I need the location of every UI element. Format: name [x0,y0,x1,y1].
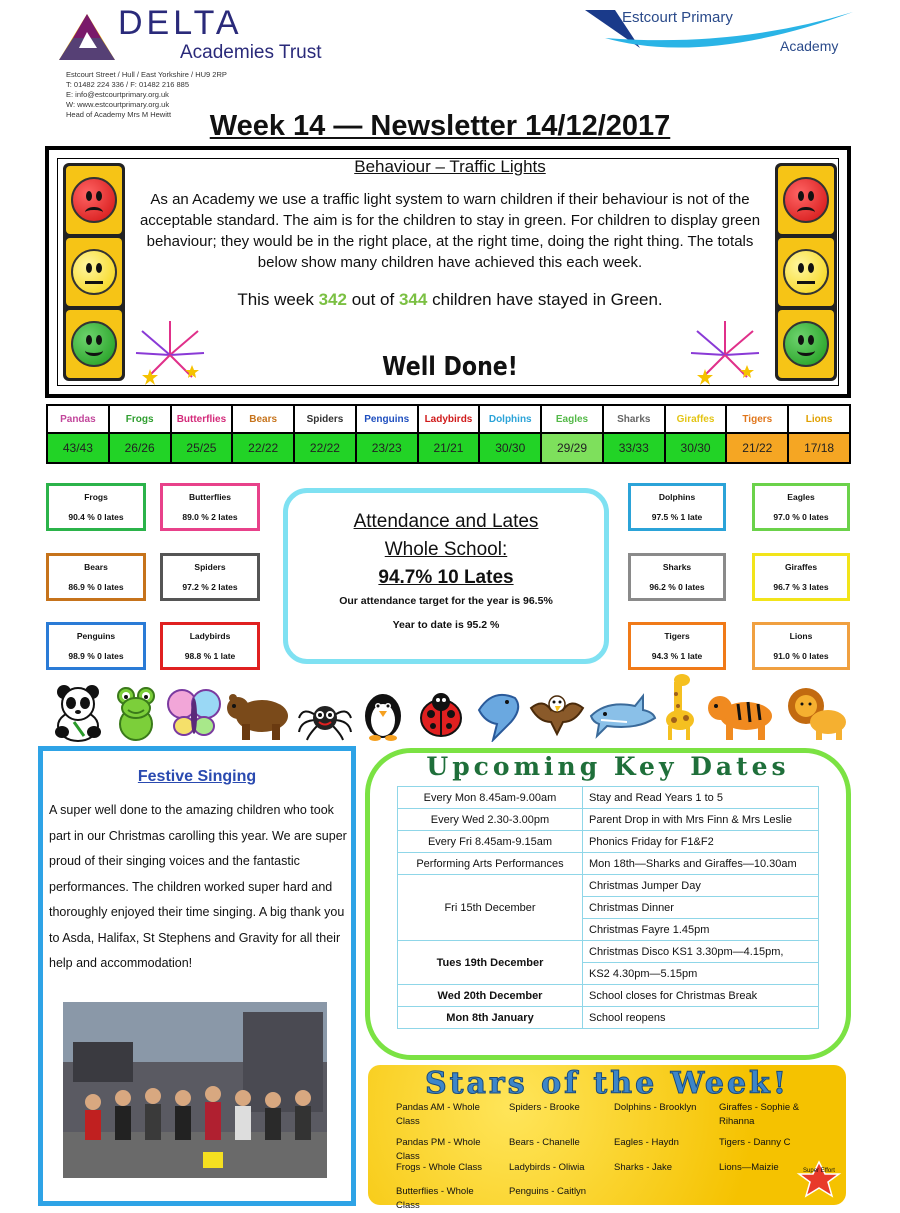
attendance-class-value: 97.0 % 0 lates [773,512,829,522]
shark-icon [587,682,657,742]
school-logo-name: Estcourt Primary [622,9,733,26]
delta-logo-name: DELTA [118,4,243,42]
school-logo-subtitle: Academy [780,38,839,54]
house-name-penguins: Penguins [356,405,418,433]
house-score-bears: 22/22 [232,433,294,463]
panda-icon [50,682,106,742]
house-name-eagles: Eagles [541,405,603,433]
table-row: KS2 4.30pm—5.15pm [398,963,819,985]
attendance-box-sharks [628,553,726,601]
class-animals-row [50,676,850,742]
house-name-bears: Bears [232,405,294,433]
house-score-butterflies: 25/25 [171,433,233,463]
behaviour-text: As an Academy we use a traffic light system to warn children if their behaviour is not of the acceptable standard. The aim is for the children to stay in green. For children to display green behaviour; they would be in the right place, at the right time, doing the right thing. The totals below show many children have achieved this each week. [139,191,761,271]
attendance-class-name: Frogs [84,492,108,502]
attendance-class-value: 94.3 % 1 late [651,651,703,661]
attendance-class-value: 89.0 % 2 lates [182,512,238,522]
house-score-frogs: 26/26 [109,433,171,463]
table-row: Every Fri 8.45am-9.15am Phonics Friday for F1&F2 [398,831,819,853]
well-done-text: Well Done! [382,352,518,382]
stars-of-the-week-title: Stars of the Week! [424,1066,790,1101]
attendance-class-value: 97.2 % 2 lates [182,582,238,592]
festive-singing-text: A super well done to the amazing children who took part in our Christmas carolling this year. We are super proud of their singing voices and the fantastic performances. The children worked super hard and thoroughly enjoyed their time singing. A big thank you to Asda, Halifax, St Stephens and Gravity for all their help and accommodation! [49,803,347,970]
attendance-class-name: Sharks [662,562,692,572]
neutral-face-icon [783,249,829,295]
super-effort-badge-icon [792,1160,846,1200]
star-of-week-item: Butterflies - Whole Class [396,1186,474,1211]
attendance-class-name: Lions [789,631,813,641]
attendance-whole-school-figure: 94.7% 10 Lates [378,567,514,588]
attendance-box-tigers [628,622,726,670]
table-row: Mon 8th January School reopens [398,1007,819,1029]
lion-icon [784,682,850,742]
attendance-box-lions [752,622,850,670]
dolphin-icon [471,682,527,742]
star-of-week-item: Bears - Chanelle [509,1137,580,1148]
attendance-target: Our attendance target for the year is 96.5% [339,595,553,607]
star-of-week-item: Eagles - Haydn [614,1137,679,1148]
attendance-box-penguins [46,622,146,670]
attendance-class-name: Butterflies [188,492,232,502]
key-dates-title: Upcoming Key Dates [426,752,790,781]
house-name-spiders: Spiders [294,405,356,433]
attendance-class-name: Penguins [76,631,116,641]
attendance-class-name: Tigers [664,631,690,641]
page-title: Week 14 — Newsletter 14/12/2017 [209,110,671,142]
giraffe-icon [660,672,700,742]
house-score-lions: 17/18 [788,433,850,463]
table-row: Performing Arts Performances Mon 18th—Sharks and Giraffes—10.30am [398,853,819,875]
festive-singing-title: Festive Singing [137,768,257,785]
table-row: Fri 15th December Christmas Jumper Day [398,875,819,897]
house-name-tigers: Tigers [726,405,788,433]
spider-icon [297,682,353,742]
ladybird-icon [413,682,469,742]
attendance-box-frogs [46,483,146,531]
eagle-icon [529,682,585,742]
traffic-light-right-icon [775,163,837,381]
firework-icon [130,315,210,385]
table-row: Every Mon 8.45am-9.00am Stay and Read Years 1 to 5 [398,787,819,809]
table-row: Christmas Fayre 1.45pm [398,919,819,941]
attendance-year-to-date: Year to date is 95.2 % [392,619,500,631]
star-of-week-item: Pandas AM - Whole Class [396,1102,480,1127]
star-of-week-item: Spiders - Brooke [509,1102,580,1113]
neutral-face-icon [71,249,117,295]
attendance-class-value: 90.4 % 0 lates [68,512,124,522]
house-score-tigers: 21/22 [726,433,788,463]
school-address: Estcourt Street / Hull / East Yorkshire / HU9 2RP T: 01482 224 336 / F: 01482 216 885 E: info@estcourtprimary.org.uk W: www.estcourtprimary.org.uk Head of Academy Mrs M Hewitt [66,70,227,119]
attendance-class-name: Bears [84,562,108,572]
star-of-week-item: Tigers - Danny C [719,1137,791,1148]
table-row: Every Wed 2.30-3.00pm Parent Drop in with Mrs Finn & Mrs Leslie [398,809,819,831]
house-score-giraffes: 30/30 [665,433,727,463]
attendance-class-value: 96.7 % 3 lates [773,582,829,592]
house-name-sharks: Sharks [603,405,665,433]
attendance-whole-school-label: Whole School: [384,539,508,560]
star-of-week-item: Penguins - Caitlyn [509,1186,587,1197]
star-of-week-item: Pandas PM - Whole Class [396,1137,481,1162]
attendance-class-name: Giraffes [784,562,818,572]
house-name-ladybirds: Ladybirds [418,405,480,433]
attendance-box-spiders [160,553,260,601]
bear-icon [224,682,294,742]
delta-logo-subtitle: Academies Trust [180,42,322,63]
behaviour-weekly-total: This week 342 out of 344 children have stayed in Green. [237,290,663,309]
star-of-week-item: Ladybirds - Oliwia [509,1162,585,1173]
star-of-week-item: Giraffes - Sophie & Rihanna [719,1102,800,1127]
carolling-photo [63,1002,327,1178]
frog-icon [108,682,164,742]
butterfly-icon [166,682,222,742]
sad-face-icon [71,177,117,223]
attendance-box-dolphins [628,483,726,531]
table-row: Christmas Dinner [398,897,819,919]
attendance-box-ladybirds [160,622,260,670]
attendance-class-name: Eagles [787,492,815,502]
house-score-dolphins: 30/30 [479,433,541,463]
house-name-butterflies: Butterflies [171,405,233,433]
house-score-penguins: 23/23 [356,433,418,463]
house-score-pandas: 43/43 [47,433,109,463]
star-of-week-item: Frogs - Whole Class [396,1162,483,1173]
house-name-dolphins: Dolphins [479,405,541,433]
traffic-light-left-icon [63,163,125,381]
house-name-frogs: Frogs [109,405,171,433]
attendance-class-value: 96.2 % 0 lates [649,582,705,592]
house-score-sharks: 33/33 [603,433,665,463]
table-row: Wed 20th December School closes for Christmas Break [398,985,819,1007]
attendance-class-name: Spiders [194,562,226,572]
attendance-box-giraffes [752,553,850,601]
attendance-class-name: Dolphins [658,492,696,502]
house-score-spiders: 22/22 [294,433,356,463]
super-effort-badge-text: Super Effort [803,1168,835,1174]
behaviour-heading: Behaviour – Traffic Lights [354,157,546,176]
star-of-week-item: Lions—Maizie [719,1162,779,1173]
attendance-class-value: 98.8 % 1 late [184,651,236,661]
attendance-class-value: 98.9 % 0 lates [68,651,124,661]
key-dates-table [397,786,819,1029]
house-name-lions: Lions [788,405,850,433]
attendance-title: Attendance and Lates [353,511,539,532]
attendance-class-value: 86.9 % 0 lates [68,582,124,592]
penguin-icon [355,682,411,742]
firework-icon [685,315,765,385]
attendance-class-value: 97.5 % 1 late [651,512,703,522]
attendance-box-bears [46,553,146,601]
attendance-summary [283,488,609,664]
house-behaviour-table [46,404,851,464]
table-row: Tues 19th December Christmas Disco KS1 3.30pm—4.15pm, [398,941,819,963]
attendance-class-name: Ladybirds [189,631,231,641]
delta-logo-icon [57,12,117,62]
attendance-box-eagles [752,483,850,531]
sad-face-icon [783,177,829,223]
star-of-week-item: Dolphins - Brooklyn [614,1102,697,1113]
tiger-icon [702,682,782,742]
attendance-box-butterflies [160,483,260,531]
house-name-giraffes: Giraffes [665,405,727,433]
star-of-week-item: Sharks - Jake [614,1162,673,1173]
house-score-ladybirds: 21/21 [418,433,480,463]
house-score-eagles: 29/29 [541,433,603,463]
house-name-pandas: Pandas [47,405,109,433]
attendance-class-value: 91.0 % 0 lates [773,651,829,661]
